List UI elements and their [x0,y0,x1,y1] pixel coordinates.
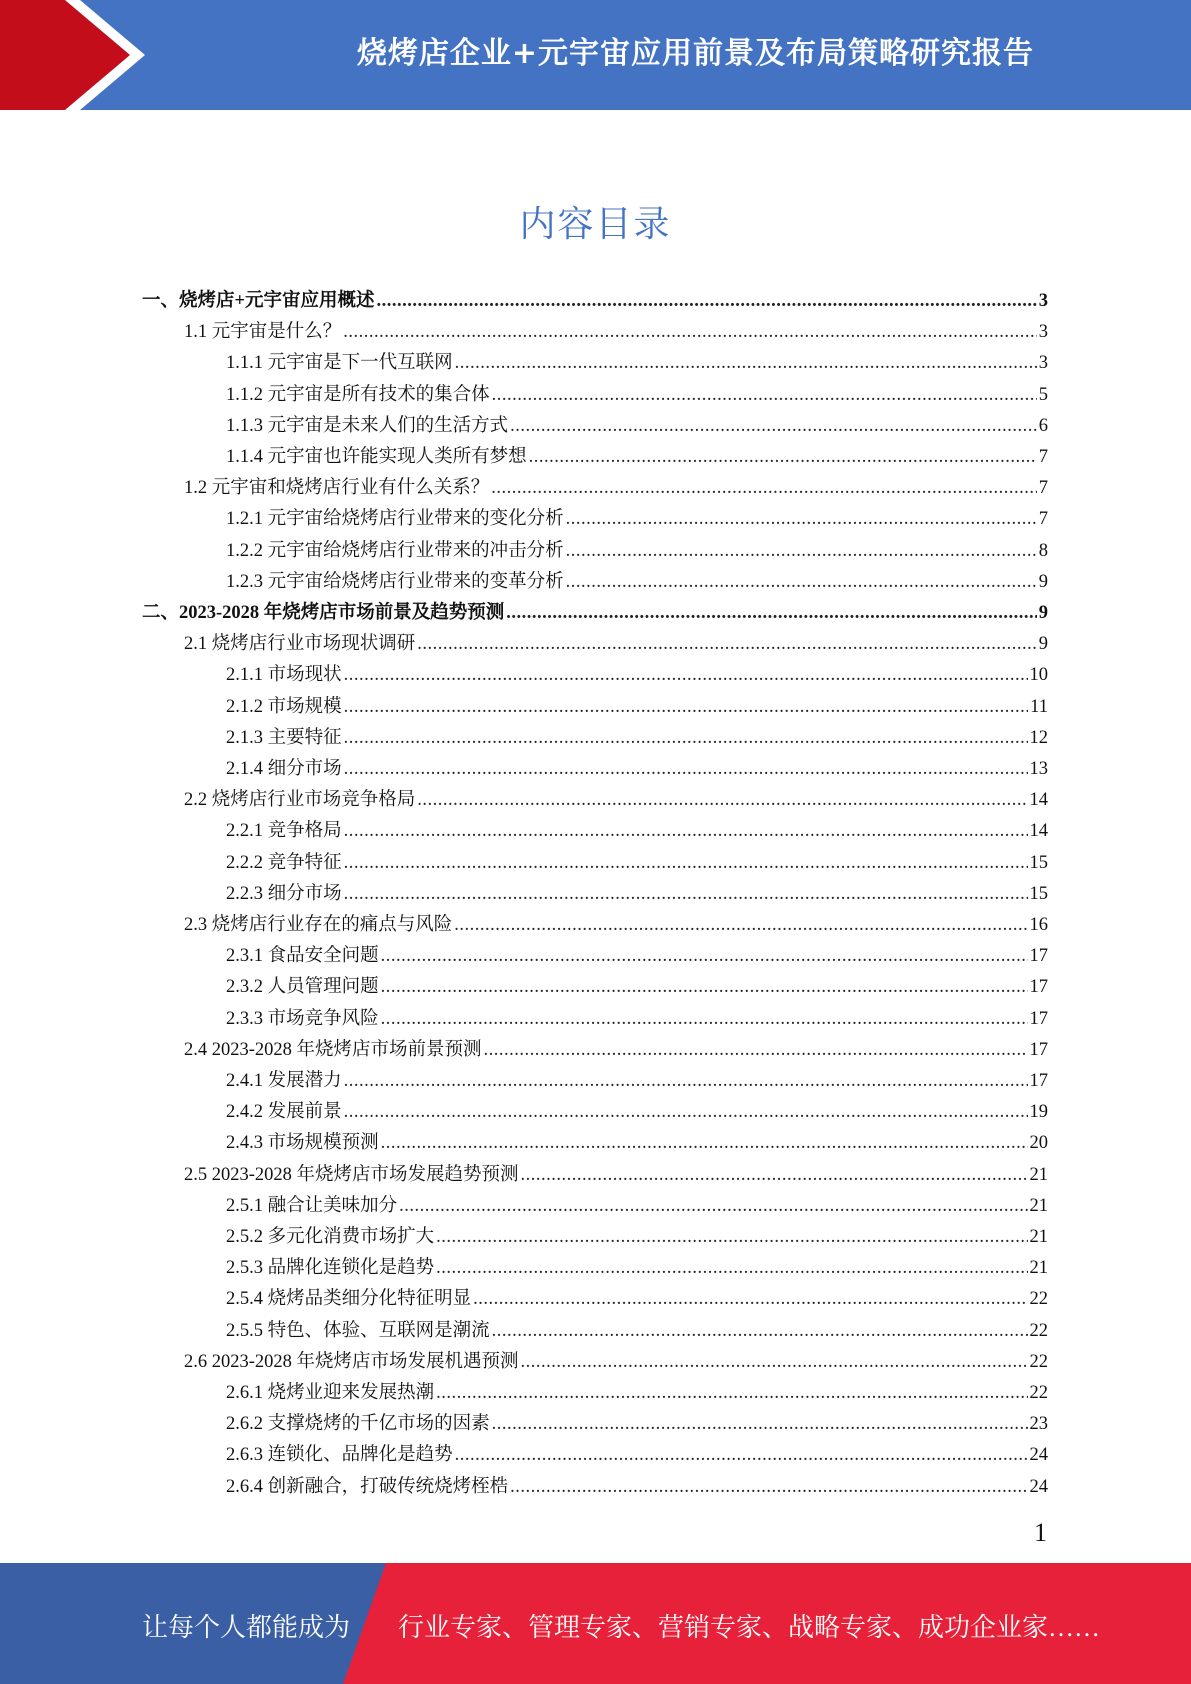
footer-slogan-right: 行业专家、管理专家、营销专家、战略专家、成功企业家…… [398,1613,1101,1642]
toc-entry-label: 2.2.2 竞争特征 [226,852,342,873]
toc-leader-dots [344,660,1028,691]
toc-entry-page: 22 [1029,1320,1048,1341]
toc-leader-dots [566,504,1037,535]
toc-entry-label: 2.3.3 市场竞争风险 [226,1008,379,1029]
toc-leader-dots [510,1472,1027,1503]
toc-entry-page: 16 [1029,915,1048,935]
toc-entry-label: 1.1 元宇宙是什么？ [184,322,342,343]
toc-entry-page: 5 [1038,384,1048,405]
header-arrow-decoration [0,0,200,110]
toc-entry-page: 14 [1029,790,1048,811]
toc-entry-page: 9 [1038,634,1048,655]
toc-entry[interactable] [226,411,1048,442]
toc-entry-page: 23 [1029,1414,1048,1435]
toc-entry-label: 2.3.2 人员管理问题 [226,977,379,998]
toc-leader-dots [521,1347,1028,1378]
toc-entry[interactable] [184,1347,1048,1378]
toc-entry-label: 2.1.1 市场现状 [226,665,342,686]
toc-entry-label: 2.2.3 细分市场 [226,883,342,904]
toc-entry-page: 21 [1029,1258,1048,1279]
toc-leader-dots [344,848,1028,879]
toc-leader-dots [521,1160,1028,1191]
toc-entry[interactable] [226,1222,1048,1253]
toc-entry-page: 21 [1029,1227,1048,1247]
toc-entry[interactable] [226,816,1048,847]
toc-leader-dots [436,1253,1027,1284]
toc-leader-dots [436,1378,1027,1409]
toc-entry-label: 2.3 烧烤店行业存在的痛点与风险 [184,915,453,935]
toc-entry-label: 1.2.1 元宇宙给烧烤店行业带来的变化分析 [226,509,564,530]
toc-leader-dots [436,1222,1027,1253]
toc-entry-page: 24 [1029,1445,1048,1466]
toc-entry[interactable] [184,317,1048,348]
toc-entry-page: 22 [1029,1383,1048,1403]
toc-entry-label: 2.6 2023-2028 年烧烤店市场发展机遇预测 [184,1351,519,1372]
toc-entry[interactable] [226,692,1048,723]
toc-leader-dots [510,411,1037,442]
toc-leader-dots [344,879,1028,910]
toc-entry-label: 2.2 烧烤店行业市场竞争格局 [184,790,416,811]
toc-entry-label: 1.1.2 元宇宙是所有技术的集合体 [226,384,490,405]
toc-entry-label: 1.2.3 元宇宙给烧烤店行业带来的变革分析 [226,571,564,592]
toc-entry-page: 17 [1029,977,1048,998]
toc-leader-dots [381,1128,1028,1159]
toc-leader-dots [381,941,1028,972]
toc-leader-dots [491,473,1036,504]
toc-leader-dots [381,972,1028,1003]
toc-leader-dots [455,1440,1028,1471]
toc-leader-dots [381,1004,1028,1035]
toc-entry-page: 9 [1038,603,1048,623]
toc-entry-page: 21 [1029,1164,1048,1185]
toc-leader-dots [344,692,1029,723]
toc-entry[interactable] [226,1472,1048,1503]
toc-entry-page: 8 [1038,540,1048,561]
toc-entry-page: 17 [1029,946,1048,967]
toc-entry-page: 10 [1029,665,1048,686]
toc-entry-page: 17 [1029,1008,1048,1029]
toc-entry[interactable] [226,1440,1048,1471]
toc-entry-page: 14 [1029,821,1048,842]
toc-entry-page: 3 [1038,353,1048,374]
toc-entry-label: 1.1.1 元宇宙是下一代互联网 [226,353,453,374]
toc-leader-dots [506,598,1036,629]
toc-entry-label: 2.6.3 连锁化、品牌化是趋势 [226,1445,453,1466]
page-number: 1 [1034,1518,1047,1547]
toc-entry-label: 1.1.4 元宇宙也许能实现人类所有梦想 [226,447,527,467]
toc-entry-label: 2.5.1 融合让美味加分 [226,1195,398,1216]
toc-entry-label: 2.5.4 烧烤品类细分化特征明显 [226,1289,472,1310]
toc-entry-page: 22 [1029,1289,1048,1310]
toc-entry-label: 2.5.3 品牌化连锁化是趋势 [226,1258,435,1279]
toc-entry-page: 13 [1029,759,1048,779]
toc-entry-label: 2.4.1 发展潜力 [226,1071,342,1091]
toc-leader-dots [484,1035,1028,1066]
toc-entry[interactable] [226,723,1048,754]
toc-leader-dots [473,1284,1027,1315]
toc-entry[interactable] [226,879,1048,910]
toc-leader-dots [492,380,1037,411]
toc-entry-label: 2.4.3 市场规模预测 [226,1133,379,1154]
toc-leader-dots [344,1097,1028,1128]
toc-leader-dots [454,910,1027,941]
toc-entry-page: 12 [1029,727,1048,748]
toc-leader-dots [399,1191,1027,1222]
toc-entry[interactable] [226,567,1048,598]
toc-entry[interactable] [184,1160,1048,1191]
toc-entry[interactable] [226,1128,1048,1159]
toc-leader-dots [344,723,1028,754]
toc-entry[interactable] [184,629,1048,660]
toc-leader-dots [377,286,1037,317]
toc-entry[interactable] [226,941,1048,972]
toc-entry[interactable] [226,1004,1048,1035]
toc-entry-label: 2.6.2 支撑烧烤的千亿市场的因素 [226,1414,490,1435]
toc-leader-dots [492,1316,1028,1347]
toc-entry-page: 9 [1038,571,1048,592]
toc-leader-dots [344,1066,1028,1097]
toc-entry-label: 一、烧烤店+元宇宙应用概述 [142,291,375,311]
toc-entry-label: 1.1.3 元宇宙是未来人们的生活方式 [226,415,509,436]
toc-entry-page: 6 [1038,415,1048,436]
toc-entry-label: 2.5 2023-2028 年烧烤店市场发展趋势预测 [184,1164,519,1185]
toc-leader-dots [566,567,1037,598]
toc-entry[interactable] [226,660,1048,691]
toc-title: 内容目录 [519,204,672,245]
toc-leader-dots [566,536,1037,567]
toc-leader-dots [455,348,1037,379]
toc-entry[interactable] [142,598,1048,629]
toc-entry[interactable] [226,348,1048,379]
toc-leader-dots [344,754,1028,785]
toc-entry-page: 7 [1038,447,1048,467]
toc-leader-dots [492,1409,1028,1440]
toc-entry[interactable] [184,473,1048,504]
toc-entry[interactable] [226,504,1048,535]
toc-entry-label: 2.2.1 竞争格局 [226,821,342,842]
toc-entry-page: 20 [1029,1133,1048,1154]
toc-entry[interactable] [226,754,1048,785]
toc-entry[interactable] [142,286,1048,317]
toc-entry-label: 2.4 2023-2028 年烧烤店市场前景预测 [184,1039,482,1060]
toc-entry-label: 2.6.1 烧烤业迎来发展热潮 [226,1383,435,1403]
toc-entry[interactable] [226,1253,1048,1284]
page-footer [0,1563,1191,1684]
toc-entry-page: 17 [1029,1039,1048,1060]
toc-entry-page: 7 [1038,478,1048,499]
toc-entry-label: 2.5.2 多元化消费市场扩大 [226,1227,435,1247]
toc-entry-label: 二、2023-2028 年烧烤店市场前景及趋势预测 [142,603,505,623]
toc-entry-label: 2.5.5 特色、体验、互联网是潮流 [226,1320,490,1341]
toc-entry-page: 21 [1029,1195,1048,1216]
toc-entry[interactable] [226,1316,1048,1347]
toc-entry-page: 7 [1038,509,1048,530]
toc-entry[interactable] [226,1191,1048,1222]
toc-entry[interactable] [184,785,1048,816]
toc-leader-dots [343,317,1036,348]
toc-leader-dots [344,816,1028,847]
toc-leader-dots [417,629,1036,660]
toc-entry[interactable] [226,536,1048,567]
toc-entry-label: 2.4.2 发展前景 [226,1102,342,1123]
page-header [0,0,1191,110]
toc-entry-page: 3 [1038,322,1048,343]
toc-leader-dots [529,442,1037,473]
toc-entry-page: 24 [1029,1476,1048,1497]
toc-entry[interactable] [226,1378,1048,1409]
toc-entry-page: 19 [1029,1102,1048,1123]
toc-entry-label: 2.1 烧烤店行业市场现状调研 [184,634,416,655]
toc-entry[interactable] [226,1284,1048,1315]
toc-entry-page: 22 [1029,1351,1048,1372]
toc-entry[interactable] [226,848,1048,879]
toc-entry[interactable] [184,910,1048,941]
toc-entry[interactable] [226,1409,1048,1440]
toc-entry-label: 2.1.2 市场规模 [226,696,342,717]
toc-entry-label: 2.6.4 创新融合，打破传统烧烤桎梏 [226,1476,509,1497]
toc-entry-label: 2.1.4 细分市场 [226,759,342,779]
toc-entry-label: 1.2.2 元宇宙给烧烤店行业带来的冲击分析 [226,540,564,561]
toc-entry-page: 15 [1029,883,1048,904]
toc-entry[interactable] [184,1035,1048,1066]
toc-entry-label: 2.1.3 主要特征 [226,727,342,748]
toc-entry-page: 3 [1038,291,1048,311]
toc-entry[interactable] [226,380,1048,411]
toc-entry-label: 2.3.1 食品安全问题 [226,946,379,967]
toc-entry[interactable] [226,1066,1048,1097]
toc-leader-dots [417,785,1027,816]
toc-entry-page: 15 [1029,852,1048,873]
toc-entry-page: 17 [1029,1071,1048,1091]
footer-slogan-left: 让每个人都能成为 [142,1613,351,1642]
toc-entry[interactable] [226,442,1048,473]
toc-entry[interactable] [226,1097,1048,1128]
toc-entry-label: 1.2 元宇宙和烧烤店行业有什么关系？ [184,478,490,499]
toc-entry-page: 11 [1030,696,1048,717]
report-title: 烧烤店企业+元宇宙应用前景及布局策略研究报告 [356,36,1035,71]
toc-entry[interactable] [226,972,1048,1003]
